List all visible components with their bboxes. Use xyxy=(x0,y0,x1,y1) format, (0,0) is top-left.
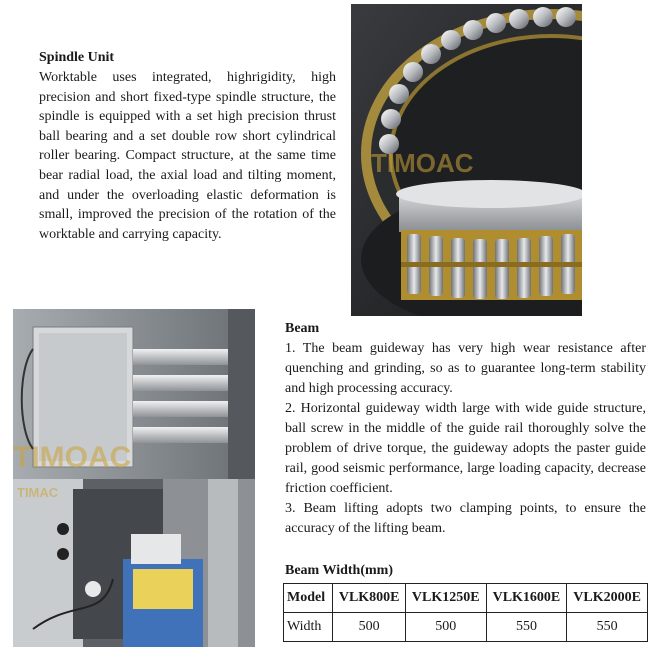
table-cell: 500 xyxy=(405,613,486,642)
beam-width-table xyxy=(283,583,648,642)
beam-section xyxy=(285,321,646,539)
table-header-cell: VLK2000E xyxy=(567,584,648,613)
table-header-cell: VLK800E xyxy=(333,584,405,613)
watermark-text-2: TIMOAC xyxy=(13,441,132,474)
spindle-description: Worktable uses integrated, highrigidity, high precision and short fixed-type spindle structure, the spindle is equipped with a set high precision thrust ball bearing and a set double row short cylindrical roller bearing. Compact structure, at the same time bear radial load, the axial load and tilting moment, and under the overloading elastic deformation is small, improved the precision of the rotation of the worktable and carrying capacity. xyxy=(39,70,336,242)
spindle-section xyxy=(39,50,336,244)
table-cell: 500 xyxy=(333,613,405,642)
beam-point-2: 2. Horizontal guideway width large with wide guide structure, ball screw in the middle of the guide rail thoroughly solve the problem of drive torque, the guideway adopts the paster guide rail, good seismic performance, large loading capacity, decrease friction coefficient. xyxy=(285,401,646,496)
table-cell: 550 xyxy=(486,613,567,642)
watermark-small: TIMAC xyxy=(17,485,59,500)
table-header-cell: Model xyxy=(284,584,333,613)
spindle-title: Spindle Unit xyxy=(39,50,115,65)
table-cell: 550 xyxy=(567,613,648,642)
beam-title: Beam xyxy=(285,321,320,336)
spindle-bearing-photo xyxy=(351,4,582,316)
table-header-row xyxy=(284,584,648,613)
beam-point-3: 3. Beam lifting adopts two clamping points, to ensure the accuracy of the lifting beam. xyxy=(285,501,646,536)
table-header-cell: VLK1600E xyxy=(486,584,567,613)
watermark-text: TIMOAC xyxy=(371,148,474,178)
table-header-cell: VLK1250E xyxy=(405,584,486,613)
table-row xyxy=(284,613,648,642)
beam-point-1: 1. The beam guideway has very high wear resistance after quenching and grinding, so as to guarantee long-term stability and high processing accuracy. xyxy=(285,341,646,396)
beam-width-table-title: Beam Width(mm) xyxy=(285,563,393,578)
beam-lubrication-photo xyxy=(13,479,255,647)
table-cell: Width xyxy=(284,613,333,642)
beam-guideway-photo xyxy=(13,309,255,479)
